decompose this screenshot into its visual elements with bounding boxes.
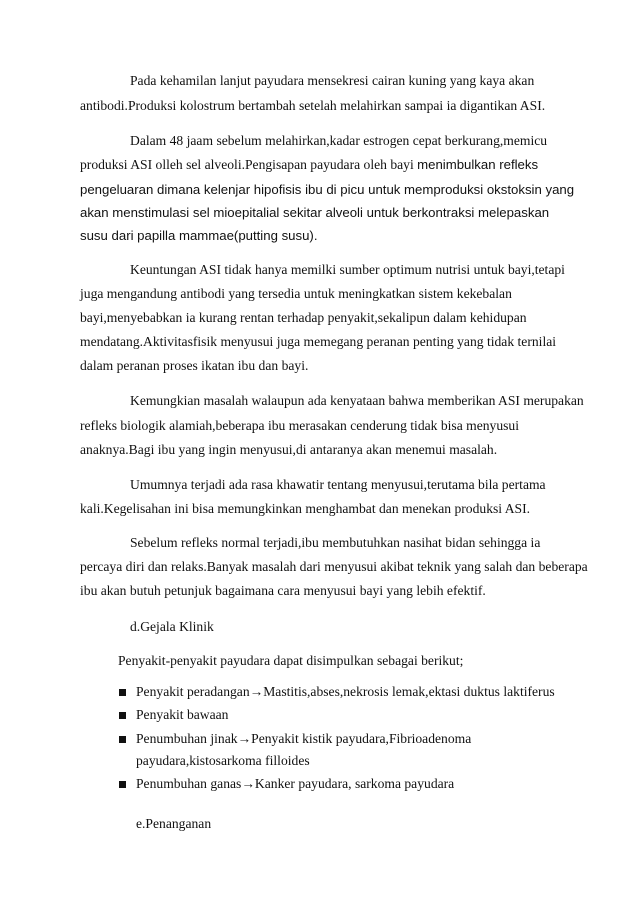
- paragraph-2-line-2-sans: menimbulkan refleks: [417, 157, 539, 172]
- bullet-item-3-line-2: payudara,kistosarkoma filloides: [136, 753, 310, 768]
- bullet-square-icon: [119, 736, 126, 743]
- paragraph-3-line-4: mendatang.Aktivitasfisik menyusui juga memegang peranan penting yang tidak ternilai: [80, 334, 557, 349]
- bullet-item-2: Penyakit bawaan: [136, 707, 229, 722]
- section-e-heading: e.Penanganan: [136, 816, 212, 831]
- paragraph-3-line-2: juga mengandung antibodi yang tersedia untuk meningkatkan sistem kekebalan: [80, 286, 512, 301]
- paragraph-2-line-5: susu dari papilla mammae(putting susu).: [80, 228, 318, 243]
- paragraph-3-line-1: Keuntungan ASI tidak hanya memilki sumber optimum nutrisi untuk bayi,tetapi: [130, 262, 565, 277]
- section-d-heading: d.Gejala Klinik: [130, 619, 214, 634]
- paragraph-6-line-1: Sebelum refleks normal terjadi,ibu membutuhkan nasihat bidan sehingga ia: [130, 535, 541, 550]
- bullet-item-3-line-1: Penumbuhan jinak→Penyakit kistik payudara,Fibrioadenoma: [136, 731, 472, 746]
- bullet-square-icon: [119, 781, 126, 788]
- paragraph-4-line-1: Kemungkian masalah walaupun ada kenyataan bahwa memberikan ASI merupakan: [130, 393, 584, 408]
- paragraph-5-line-1: Umumnya terjadi ada rasa khawatir tentang menyusui,terutama bila pertama: [130, 477, 546, 492]
- bullet-square-icon: [119, 712, 126, 719]
- section-d-intro: Penyakit-penyakit payudara dapat disimpulkan sebagai berikut;: [118, 653, 464, 668]
- paragraph-6-line-3: ibu akan butuh petunjuk bagaimana cara menyusui bayi yang lebih efektif.: [80, 583, 486, 598]
- paragraph-2-line-3: pengeluaran dimana kelenjar hipofisis ibu di picu untuk memproduksi okstoksin yang: [80, 182, 575, 197]
- paragraph-5-line-2: kali.Kegelisahan ini bisa memungkinkan menghambat dan menekan produksi ASI.: [80, 501, 531, 516]
- bullet-square-icon: [119, 689, 126, 696]
- paragraph-2-line-2: [80, 157, 538, 173]
- bullet-item-1: Penyakit peradangan→Mastitis,abses,nekrosis lemak,ektasi duktus laktiferus: [136, 684, 555, 699]
- paragraph-2-line-2-serif: produksi ASI olleh sel alveoli.Pengisapan payudara oleh bayi: [80, 157, 418, 172]
- paragraph-1-line-2: antibodi.Produksi kolostrum bertambah setelah melahirkan sampai ia digantikan ASI.: [80, 98, 546, 113]
- paragraph-2-line-1: Dalam 48 jaam sebelum melahirkan,kadar estrogen cepat berkurang,memicu: [130, 133, 548, 148]
- paragraph-4-line-2: refleks biologik alamiah,beberapa ibu merasakan cenderung tidak bisa menyusui: [80, 418, 520, 433]
- paragraph-3-line-5: dalam peranan proses ikatan ibu dan bayi.: [80, 358, 309, 373]
- paragraph-3-line-3: bayi,menyebabkan ia kurang rentan terhadap penyakit,sekalipun dalam kehidupan: [80, 310, 527, 325]
- paragraph-2-line-4: akan menstimulasi sel mioepitalial sekitar alveoli untuk berkontraksi melepaskan: [80, 205, 550, 220]
- paragraph-1-line-1: Pada kehamilan lanjut payudara mensekresi cairan kuning yang kaya akan: [130, 73, 535, 88]
- paragraph-6-line-2: percaya diri dan relaks.Banyak masalah dari menyusui akibat teknik yang salah dan beberapa: [80, 559, 588, 574]
- bullet-item-4: Penumbuhan ganas→Kanker payudara, sarkoma payudara: [136, 776, 455, 791]
- paragraph-4-line-3: anaknya.Bagi ibu yang ingin menyusui,di antaranya akan menemui masalah.: [80, 442, 498, 457]
